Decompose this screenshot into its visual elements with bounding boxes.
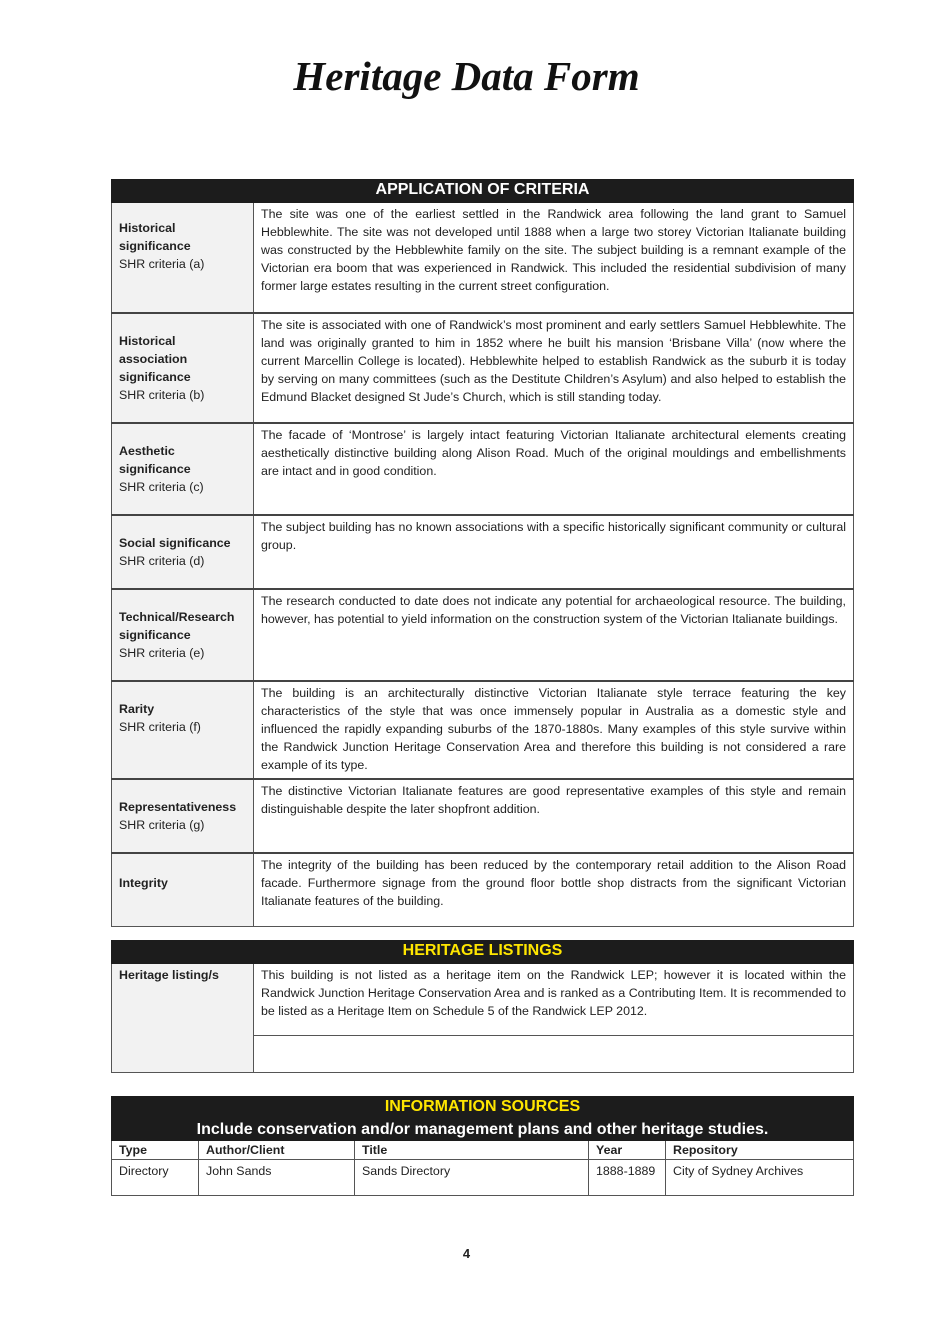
column-header-title: Title	[355, 1141, 589, 1160]
listings-header: HERITAGE LISTINGS	[112, 941, 854, 964]
criteria-label: Technical/Research significance	[119, 609, 235, 642]
criteria-code: SHR criteria (e)	[119, 645, 205, 660]
criteria-text: The research conducted to date does not indicate any potential for archaeological resource. The building, however, has potential to yield information on the construction system of the Victorian Italianate buildings.	[254, 589, 854, 681]
criteria-label-cell	[112, 681, 254, 779]
criteria-label-cell	[112, 313, 254, 423]
page-title: Heritage Data Form	[293, 53, 640, 99]
sources-table	[111, 1096, 854, 1196]
criteria-label-cell	[112, 515, 254, 589]
listing-empty-cell	[254, 1036, 854, 1073]
criteria-table	[111, 179, 854, 927]
listings-table	[111, 940, 854, 1073]
source-author: John Sands	[199, 1160, 355, 1196]
criteria-label: Representativeness	[119, 799, 237, 814]
criteria-label: Historical association significance	[119, 333, 191, 384]
criteria-text: The facade of ‘Montrose’ is largely intact featuring Victorian Italianate architectural elements creating aesthetically distinctive building along Alison Road. Much of the original mouldings and embellishments are intact and in good condition.	[254, 423, 854, 515]
table-row	[112, 1160, 854, 1196]
criteria-label-cell	[112, 589, 254, 681]
source-type: Directory	[112, 1160, 199, 1196]
criteria-label: Historical significance	[119, 221, 191, 253]
criteria-header: APPLICATION OF CRITERIA	[112, 180, 854, 203]
criteria-label: Aesthetic significance	[119, 443, 191, 476]
listing-label-cell	[112, 964, 254, 1073]
criteria-text: The distinctive Victorian Italianate features are good representative examples of this style and remain distinguishable despite the later shopfront addition.	[254, 779, 854, 853]
sources-subheader: Include conservation and/or management plans and other heritage studies.	[112, 1120, 854, 1141]
source-repository: City of Sydney Archives	[666, 1160, 854, 1196]
criteria-label-cell	[112, 203, 254, 313]
criteria-text: The integrity of the building has been reduced by the contemporary retail addition to the Alison Road facade. Furthermore signage from the ground floor bottle shop distracts from the significant Victorian Italianate features of the building.	[254, 853, 854, 927]
listing-text: This building is not listed as a heritage item on the Randwick LEP; however it is located within the Randwick Junction Heritage Conservation Area and is ranked as a Contributing Item. It is recommended to be listed as a Heritage Item on Schedule 5 of the Randwick LEP 2012.	[254, 964, 854, 1036]
criteria-label: Integrity	[119, 875, 168, 890]
criteria-text: The site is associated with one of Randwick’s most prominent and early settlers Samuel Hebblewhite. The land was originally granted to him in 1852 where he built his mansion ‘Brisbane Villa’ (now where the current Marcellin College is located). Hebblewhite helped to establish Randwick as the suburb it is today by serving on many committees (such as the Destitute Children’s Asylum) and also helped to establish the Edmund Blacket designed St Jude’s Church, which is still standing today.	[254, 313, 854, 423]
criteria-label-cell	[112, 423, 254, 515]
source-title: Sands Directory	[355, 1160, 589, 1196]
criteria-code: SHR criteria (g)	[119, 817, 205, 832]
criteria-code: SHR criteria (c)	[119, 479, 204, 494]
column-header-author: Author/Client	[199, 1141, 355, 1160]
criteria-code: SHR criteria (b)	[119, 387, 205, 402]
criteria-label: Rarity	[119, 701, 155, 716]
criteria-label: Social significance	[119, 535, 231, 550]
column-header-year: Year	[589, 1141, 666, 1160]
criteria-text: The site was one of the earliest settled in the Randwick area following the land grant to Samuel Hebblewhite. The site was not developed until 1888 when a large two storey Victorian Italianate building was constructed by the Hebblewhite family on the site. The subject building is a remnant example of the Victorian era boom that was experienced in Randwick. This included the residential subdivision of many former large estates resulting in the current street configuration.	[254, 203, 854, 313]
criteria-text: The subject building has no known associations with a specific historically significant community or cultural group.	[254, 515, 854, 589]
sources-header: INFORMATION SOURCES	[112, 1097, 854, 1120]
criteria-code: SHR criteria (a)	[119, 257, 205, 271]
criteria-text: The building is an architecturally distinctive Victorian Italianate style terrace featuring the key characteristics of the style that was once immensely popular in Australia as a domestic style and influenced the rapidly expanding suburbs of the 1870-1880s. Many examples of this style survive within the Randwick Junction Heritage Conservation Area and therefore this building is not considered a rare example of its type.	[254, 681, 854, 779]
criteria-label-cell	[112, 779, 254, 853]
column-header-repository: Repository	[666, 1141, 854, 1160]
criteria-label-cell	[112, 853, 254, 927]
criteria-code: SHR criteria (d)	[119, 553, 205, 568]
listing-label: Heritage listing/s	[119, 968, 219, 982]
page-number: 4	[462, 1246, 471, 1261]
column-header-type: Type	[112, 1141, 199, 1160]
source-year: 1888-1889	[589, 1160, 666, 1196]
criteria-code: SHR criteria (f)	[119, 719, 201, 734]
